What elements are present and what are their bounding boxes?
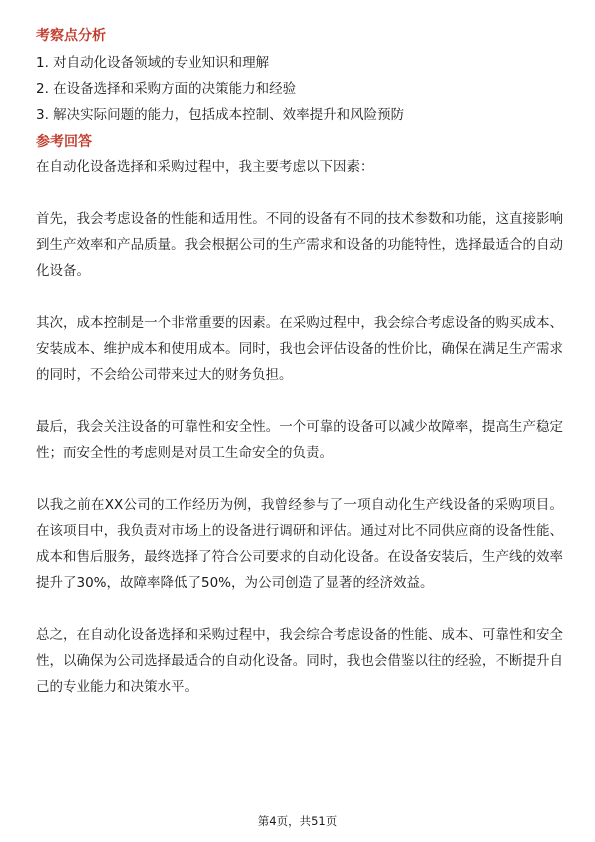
analysis-item: 2. 在设备选择和采购方面的决策能力和经验	[36, 81, 297, 97]
answer-heading: 参考回答	[36, 134, 92, 150]
answer-paragraph: 最后，我会关注设备的可靠性和安全性。一个可靠的设备可以减少故障率，提高生产稳定性；而安全性的考虑则是对员工生命安全的负责。	[36, 419, 563, 461]
answer-paragraph: 首先，我会考虑设备的性能和适用性。不同的设备有不同的技术参数和功能，这直接影响到生产效率和产品质量。我会根据公司的生产需求和设备的功能特性，选择最适合的自动化设备。	[36, 211, 563, 279]
page-number: 第4页，共51页	[257, 814, 338, 828]
analysis-list	[36, 50, 563, 128]
answer-paragraph: 总之，在自动化设备选择和采购过程中，我会综合考虑设备的性能、成本、可靠性和安全性，以确保为公司选择最适合的自动化设备。同时，我也会借鉴以往的经验，不断提升自己的专业能力和决策水平。	[36, 627, 563, 695]
document-page	[36, 26, 563, 700]
analysis-item: 3. 解决实际问题的能力，包括成本控制、效率提升和风险预防	[36, 107, 405, 123]
answer-paragraph: 其次，成本控制是一个非常重要的因素。在采购过程中，我会综合考虑设备的购买成本、安装成本、维护成本和使用成本。同时，我也会评估设备的性价比，确保在满足生产需求的同时，不会给公司带来过大的财务负担。	[36, 315, 563, 383]
answer-paragraph: 以我之前在XX公司的工作经历为例，我曾经参与了一项自动化生产线设备的采购项目。在该项目中，我负责对市场上的设备进行调研和评估。通过对比不同供应商的设备性能、成本和售后服务，最终选择了符合公司要求的自动化设备。在设备安装后，生产线的效率提升了30%，故障率降低了50%，为公司创造了显著的经济效益。	[36, 497, 563, 591]
analysis-heading: 考察点分析	[36, 28, 106, 44]
answer-intro: 在自动化设备选择和采购过程中，我主要考虑以下因素：	[36, 159, 374, 175]
analysis-item: 1. 对自动化设备领域的专业知识和理解	[36, 55, 270, 71]
